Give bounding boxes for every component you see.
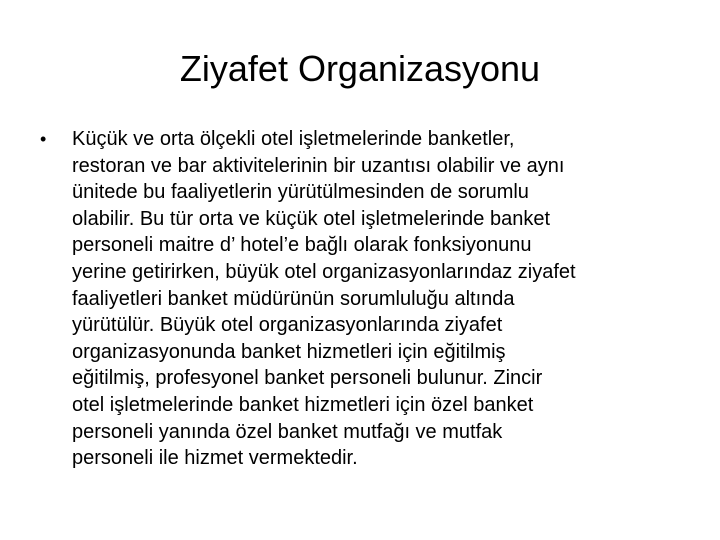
paragraph-line: personeli maitre d’ hotel’e bağlı olarak fonksiyonunu [72, 234, 532, 257]
slide-title: Ziyafet Organizasyonu [179, 48, 541, 89]
bullet-list [38, 126, 688, 472]
bullet-item [38, 126, 688, 472]
paragraph-line: yürütülür. Büyük otel organizasyonlarında ziyafet [72, 314, 503, 337]
paragraph-line: yerine getirirken, büyük otel organizasyonlarındaz ziyafet [72, 260, 576, 283]
paragraph-line: faaliyetleri banket müdürünün sorumluluğu altında [72, 287, 515, 310]
paragraph-line: personeli yanında özel banket mutfağı ve mutfak [72, 420, 503, 443]
paragraph-line: ünitede bu faaliyetlerin yürütülmesinden de sorumlu [72, 181, 529, 204]
paragraph-line: restoran ve bar aktivitelerinin bir uzantısı olabilir ve aynı [72, 154, 565, 177]
paragraph-line: Küçük ve orta ölçekli otel işletmelerinde banketler, [72, 128, 515, 150]
paragraph-line: eğitilmiş, profesyonel banket personeli bulunur. Zincir [72, 367, 543, 390]
paragraph-line: organizasyonunda banket hizmetleri için eğitilmiş [72, 340, 506, 363]
bullet-icon: • [40, 129, 47, 149]
bullet-paragraph [72, 126, 688, 472]
paragraph-line: personeli ile hizmet vermektedir. [72, 447, 358, 470]
paragraph-line: otel işletmelerinde banket hizmetleri için özel banket [72, 393, 534, 416]
paragraph-line: olabilir. Bu tür orta ve küçük otel işletmelerinde banket [72, 207, 551, 230]
